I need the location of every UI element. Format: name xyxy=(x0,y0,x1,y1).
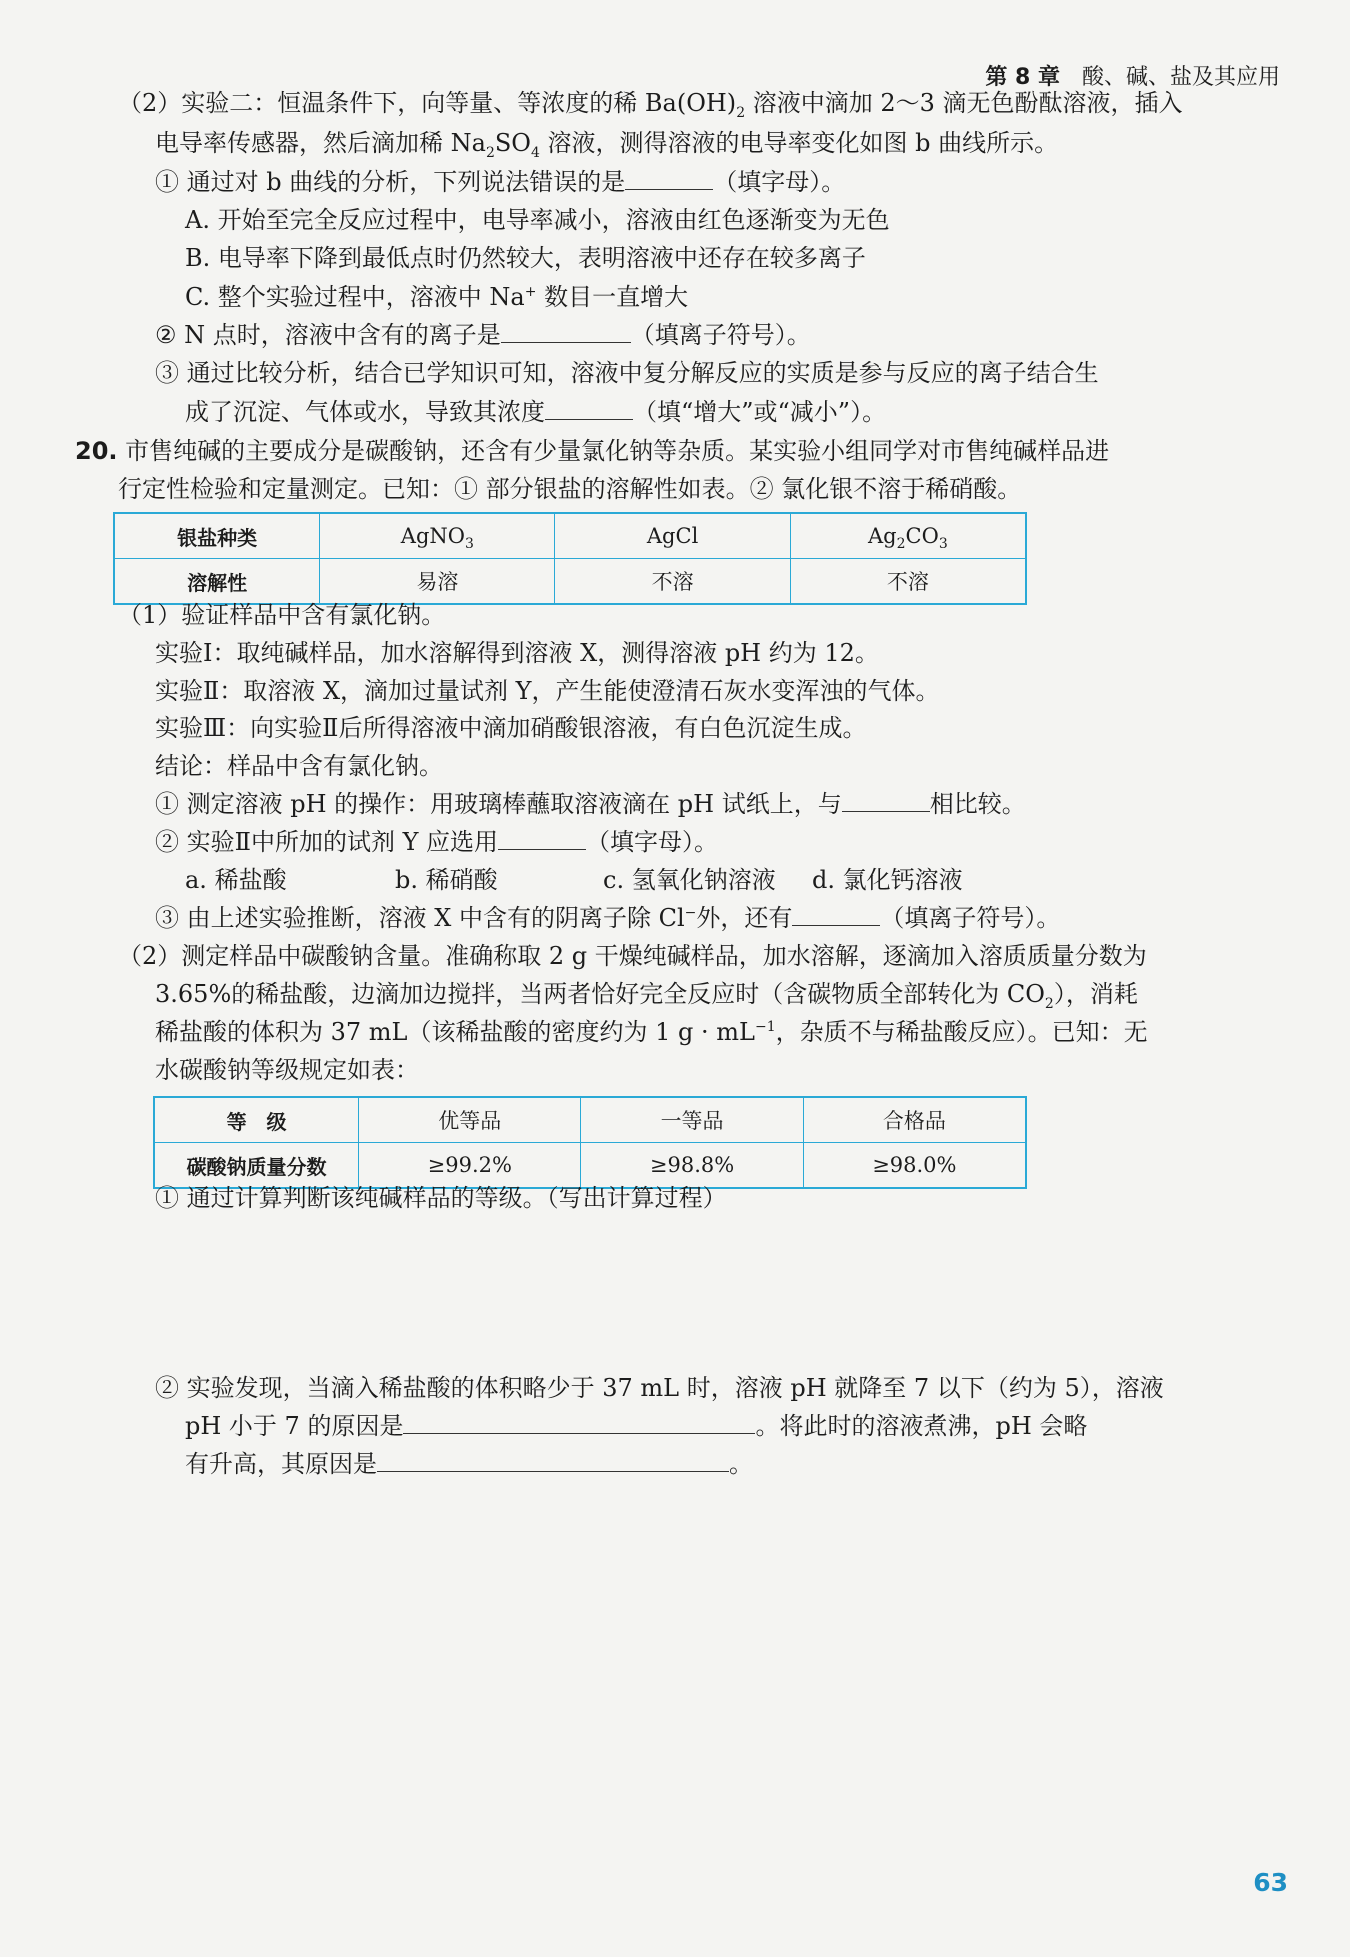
answer-blank[interactable] xyxy=(377,1449,729,1472)
q20-p1-title: （1）验证样品中含有氯化钠。 xyxy=(118,601,446,629)
q20-conclusion: 结论：样品中含有氯化钠。 xyxy=(155,752,443,780)
chapter-number: 第 8 章 xyxy=(985,65,1060,90)
table-cell: ≥99.2% xyxy=(359,1143,581,1189)
q20-b1: ① 通过计算判断该纯碱样品的等级。（写出计算过程） xyxy=(155,1184,727,1212)
q20-b2-line3: 有升高，其原因是 。 xyxy=(185,1450,753,1478)
table-cell: $Ag_2CO_3$ xyxy=(790,513,1026,559)
q20-intro-line1: 20. 市售纯碱的主要成分是碳酸钠，还含有少量氯化钠等杂质。某实验小组同学对市售纯碱样品进 xyxy=(75,437,1110,465)
table-cell: 易溶 xyxy=(320,559,555,605)
answer-blank[interactable] xyxy=(501,320,631,343)
q19-s3-line2: 成了沉淀、气体或水，导致其浓度 （填“增大”或“减小”）。 xyxy=(185,398,887,426)
table-cell: ≥98.8% xyxy=(581,1143,803,1189)
table-cell: 不溶 xyxy=(790,559,1026,605)
table-cell: 优等品 xyxy=(359,1097,581,1143)
table-cell: 一等品 xyxy=(581,1097,803,1143)
q20-b2-line1: ② 实验发现，当滴入稀盐酸的体积略少于 37 mL 时，溶液 pH 就降至 7 以下（约为 5），溶液 xyxy=(155,1374,1164,1402)
table-cell: 不溶 xyxy=(555,559,790,605)
q20-p2-line1: （2）测定样品中碳酸钠含量。准确称取 2 g 干燥纯碱样品，加水溶解，逐滴加入溶质质量分数为 xyxy=(118,942,1147,970)
q20-intro-line2: 行定性检验和定量测定。已知：① 部分银盐的溶解性如表。② 氯化银不溶于稀硝酸。 xyxy=(118,475,1022,503)
table-header-solubility: 溶解性 xyxy=(114,559,320,605)
q20-exp2: 实验Ⅱ：取溶液 X，滴加过量试剂 Y，产生能使澄清石灰水变浑浊的气体。 xyxy=(155,677,940,705)
q19-option-c: C. 整个实验过程中，溶液中 Na+ 数目一直增大 xyxy=(185,283,689,311)
q20-exp1: 实验Ⅰ：取纯碱样品，加水溶解得到溶液 X，测得溶液 pH 约为 12。 xyxy=(155,639,879,667)
page-number: 63 xyxy=(1253,1868,1288,1897)
q19-s2: ② N 点时，溶液中含有的离子是 （填离子符号）。 xyxy=(155,321,811,349)
answer-area[interactable] xyxy=(155,1225,1025,1365)
q19-option-b: B. 电导率下降到最低点时仍然较大，表明溶液中还存在较多离子 xyxy=(185,244,866,272)
chapter-header xyxy=(985,60,1280,91)
q20-p2-line4: 水碳酸钠等级规定如表： xyxy=(155,1056,419,1084)
answer-blank[interactable] xyxy=(498,827,586,850)
table-cell: ≥98.0% xyxy=(803,1143,1026,1189)
q19-s3-line1: ③ 通过比较分析，结合已学知识可知，溶液中复分解反应的实质是参与反应的离子结合生 xyxy=(155,359,1099,387)
q19-p2-line1: （2）实验二：恒温条件下，向等量、等浓度的稀 $Ba(OH)_2$ 溶液中滴加 2～3 滴无色酚酞溶液，插入 xyxy=(118,89,1183,121)
q20-a3: ③ 由上述实验推断，溶液 X 中含有的阴离子除 Cl−外，还有 （填离子符号）。 xyxy=(155,904,1061,932)
q20-p2-line3: 稀盐酸的体积为 37 mL（该稀盐酸的密度约为 1 $g \cdot mL^{-1}$，杂质不与稀盐酸反应）。已知：无 xyxy=(155,1018,1148,1046)
q19-option-a: A. 开始至完全反应过程中，电导率减小，溶液由红色逐渐变为无色 xyxy=(185,206,890,234)
answer-blank[interactable] xyxy=(842,789,930,812)
q20-b2-line2: pH 小于 7 的原因是 。将此时的溶液煮沸，pH 会略 xyxy=(185,1412,1088,1440)
answer-blank[interactable] xyxy=(625,167,713,190)
q20-a1: ① 测定溶液 pH 的操作：用玻璃棒蘸取溶液滴在 pH 试纸上，与 相比较。 xyxy=(155,790,1026,818)
table-header-grade: 等 级 xyxy=(154,1097,359,1143)
table-cell: AgCl xyxy=(555,513,790,559)
q19-s1: ① 通过对 b 曲线的分析，下列说法错误的是 （填字母）。 xyxy=(155,168,846,196)
table-header-salt-type: 银盐种类 xyxy=(114,513,320,559)
answer-blank[interactable] xyxy=(545,397,633,420)
table-cell: AgNO$_3$ xyxy=(320,513,555,559)
table-cell: 合格品 xyxy=(803,1097,1026,1143)
q20-option-c: c. 氢氧化钠溶液 xyxy=(603,866,776,894)
chapter-title: 酸、碱、盐及其应用 xyxy=(1081,65,1280,90)
q20-option-b: b. 稀硝酸 xyxy=(395,866,498,894)
q20-option-a: a. 稀盐酸 xyxy=(185,866,287,894)
question-number: 20. xyxy=(75,437,118,465)
silver-salt-table xyxy=(113,512,1027,605)
q20-p2-line2: 3.65%的稀盐酸，边滴加边搅拌，当两者恰好完全反应时（含碳物质全部转化为 $CO_2$），消耗 xyxy=(155,980,1138,1012)
q20-a2: ② 实验Ⅱ中所加的试剂 Y 应选用 （填字母）。 xyxy=(155,828,719,856)
table-header-mass-fraction: 碳酸钠质量分数 xyxy=(154,1143,359,1189)
grade-table xyxy=(153,1096,1027,1189)
answer-blank[interactable] xyxy=(403,1411,755,1434)
answer-blank[interactable] xyxy=(792,903,880,926)
q20-option-d: d. 氯化钙溶液 xyxy=(812,866,963,894)
q20-exp3: 实验Ⅲ：向实验Ⅱ后所得溶液中滴加硝酸银溶液，有白色沉淀生成。 xyxy=(155,714,867,742)
q19-p2-line2: 电导率传感器，然后滴加稀 $Na_2SO_4$ 溶液，测得溶液的电导率变化如图 b 曲线所示。 xyxy=(155,129,1059,161)
